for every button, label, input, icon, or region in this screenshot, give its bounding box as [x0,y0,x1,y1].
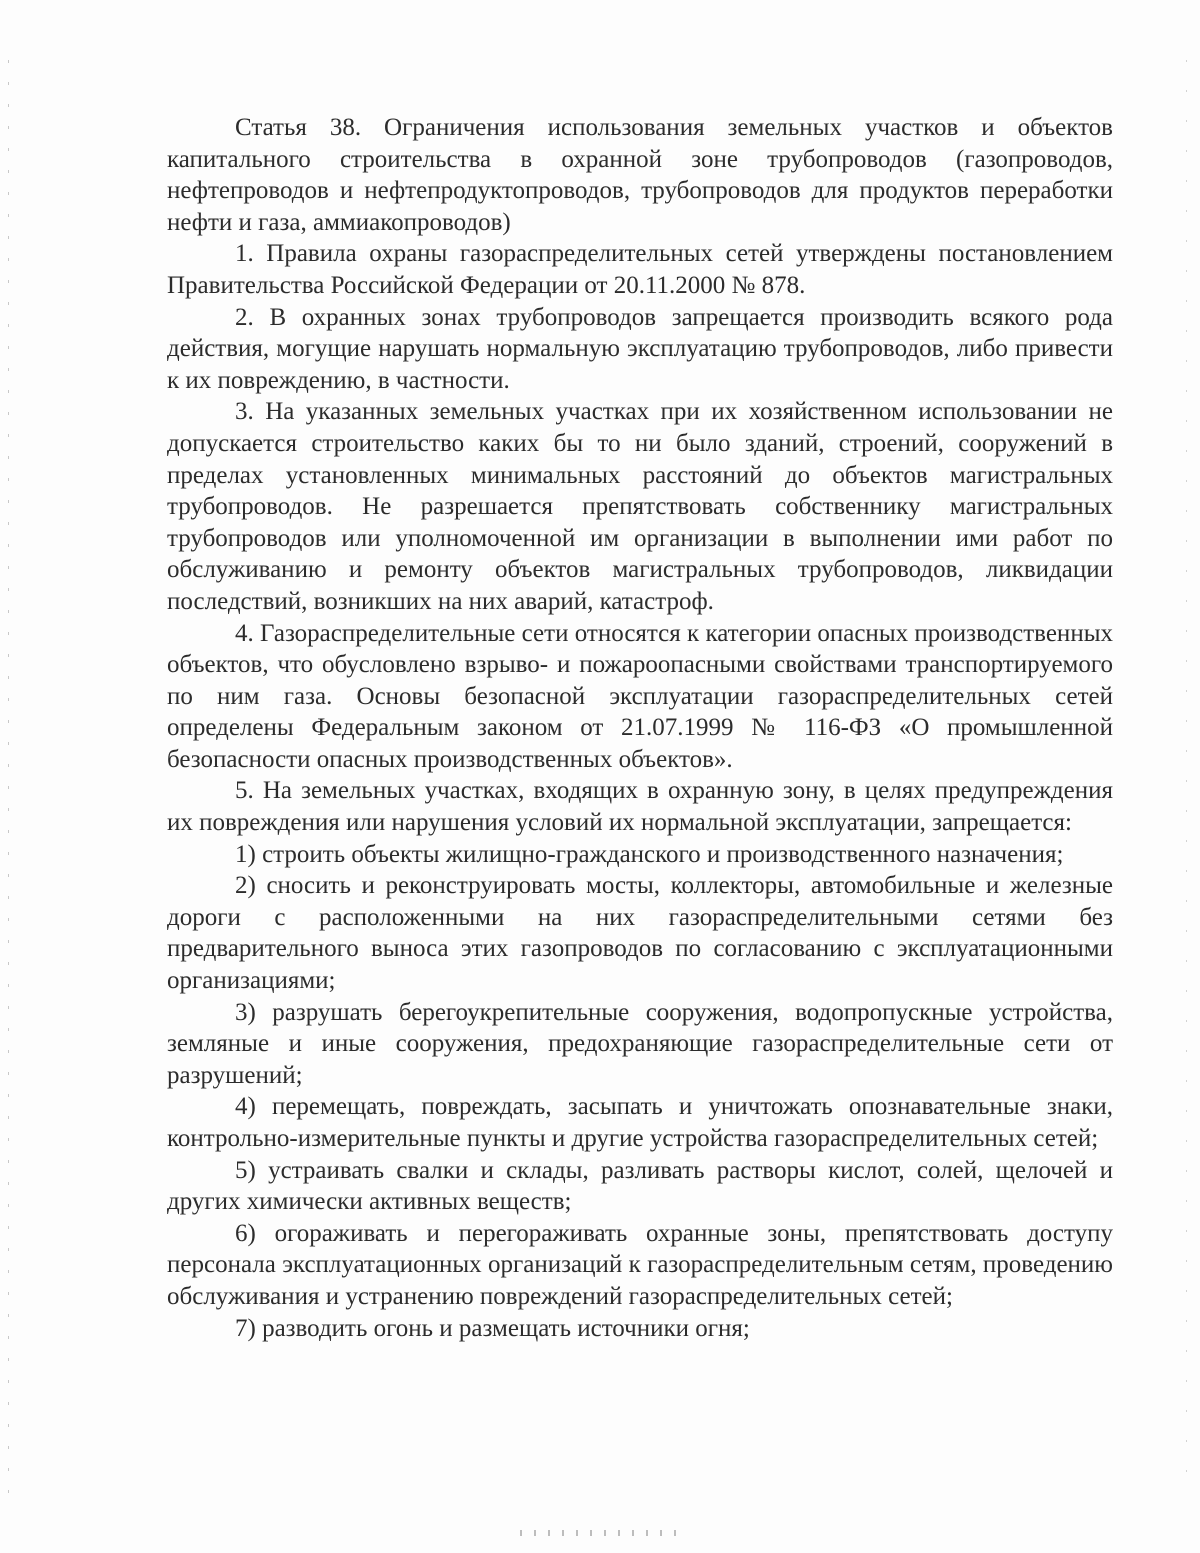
list-item-6: 6) огораживать и перегораживать охранные зоны, препятствовать доступу персонала эксплуатационных организаций к газораспределительным сетям, проведению обслуживания и устранению повреждений газораспределительных сетей; [167,1219,1113,1310]
paragraph-2: 2. В охранных зонах трубопроводов запрещается производить всякого рода действия, могущие нарушать нормальную эксплуатацию трубопроводов, либо привести к их повреждению, в частности. [167,303,1113,394]
list-item-3: 3) разрушать берегоукрепительные сооружения, водопропускные устройства, земляные и иные сооружения, предохраняющие газораспределительные сети от разрушений; [167,998,1113,1089]
scan-artifact-bottom [520,1530,680,1536]
list-item-2: 2) сносить и реконструировать мосты, коллекторы, автомобильные и железные дороги с расположенными на них газораспределительными сетями без предварительного выноса этих газопроводов по согласованию с эксплуатационными организациями; [167,872,1113,995]
list-item-7: 7) разводить огонь и размещать источники огня; [235,1314,750,1342]
paragraph-1: 1. Правила охраны газораспределительных сетей утверждены постановлением Правительства Российской Федерации от 20.11.2000 № 878. [167,240,1113,299]
scan-edge-right [1186,60,1187,1500]
list-item-4: 4) перемещать, повреждать, засыпать и уничтожать опознавательные знаки, контрольно-измерительные пункты и другие устройства газораспределительных сетей; [167,1093,1113,1152]
scan-edge-left [8,60,9,1500]
paragraph-4: 4. Газораспределительные сети относятся к категории опасных производственных объектов, что обусловлено взрыво- и пожароопасными свойствами транспортируемого по ним газа. Основы безопасной эксплуатации газораспределительных сетей определены Федеральным законом от 21.07.1999 № 116-ФЗ «О промышленной безопасности опасных производственных объектов». [167,619,1113,773]
list-item-1: 1) строить объекты жилищно-гражданского и производственного назначения; [235,840,1064,868]
list-item-5: 5) устраивать свалки и склады, разливать растворы кислот, солей, щелочей и других химически активных веществ; [167,1156,1113,1216]
article-heading: Статья 38. Ограничения использования земельных участков и объектов капитального строительства в охранной зоне трубопроводов (газопроводов, нефтепроводов и нефтепродуктопроводов, трубопроводов для продуктов переработки нефти и газа, аммиакопроводов) [167,114,1113,236]
document-body [167,112,1113,1344]
paragraph-3: 3. На указанных земельных участках при их хозяйственном использовании не допускается строительство каких бы то ни было зданий, строений, сооружений в пределах установленных минимальных расстояний до объектов магистральных трубопроводов. Не разрешается препятствовать собственнику магистральных трубопроводов или уполномоченной им организации в выполнении ими работ по обслуживанию и ремонту объектов магистральных трубопроводов, ликвидации последствий, возникших на них аварий, катастроф. [167,398,1113,615]
paragraph-5: 5. На земельных участках, входящих в охранную зону, в целях предупреждения их повреждения или нарушения условий их нормальной эксплуатации, запрещается: [167,777,1113,837]
